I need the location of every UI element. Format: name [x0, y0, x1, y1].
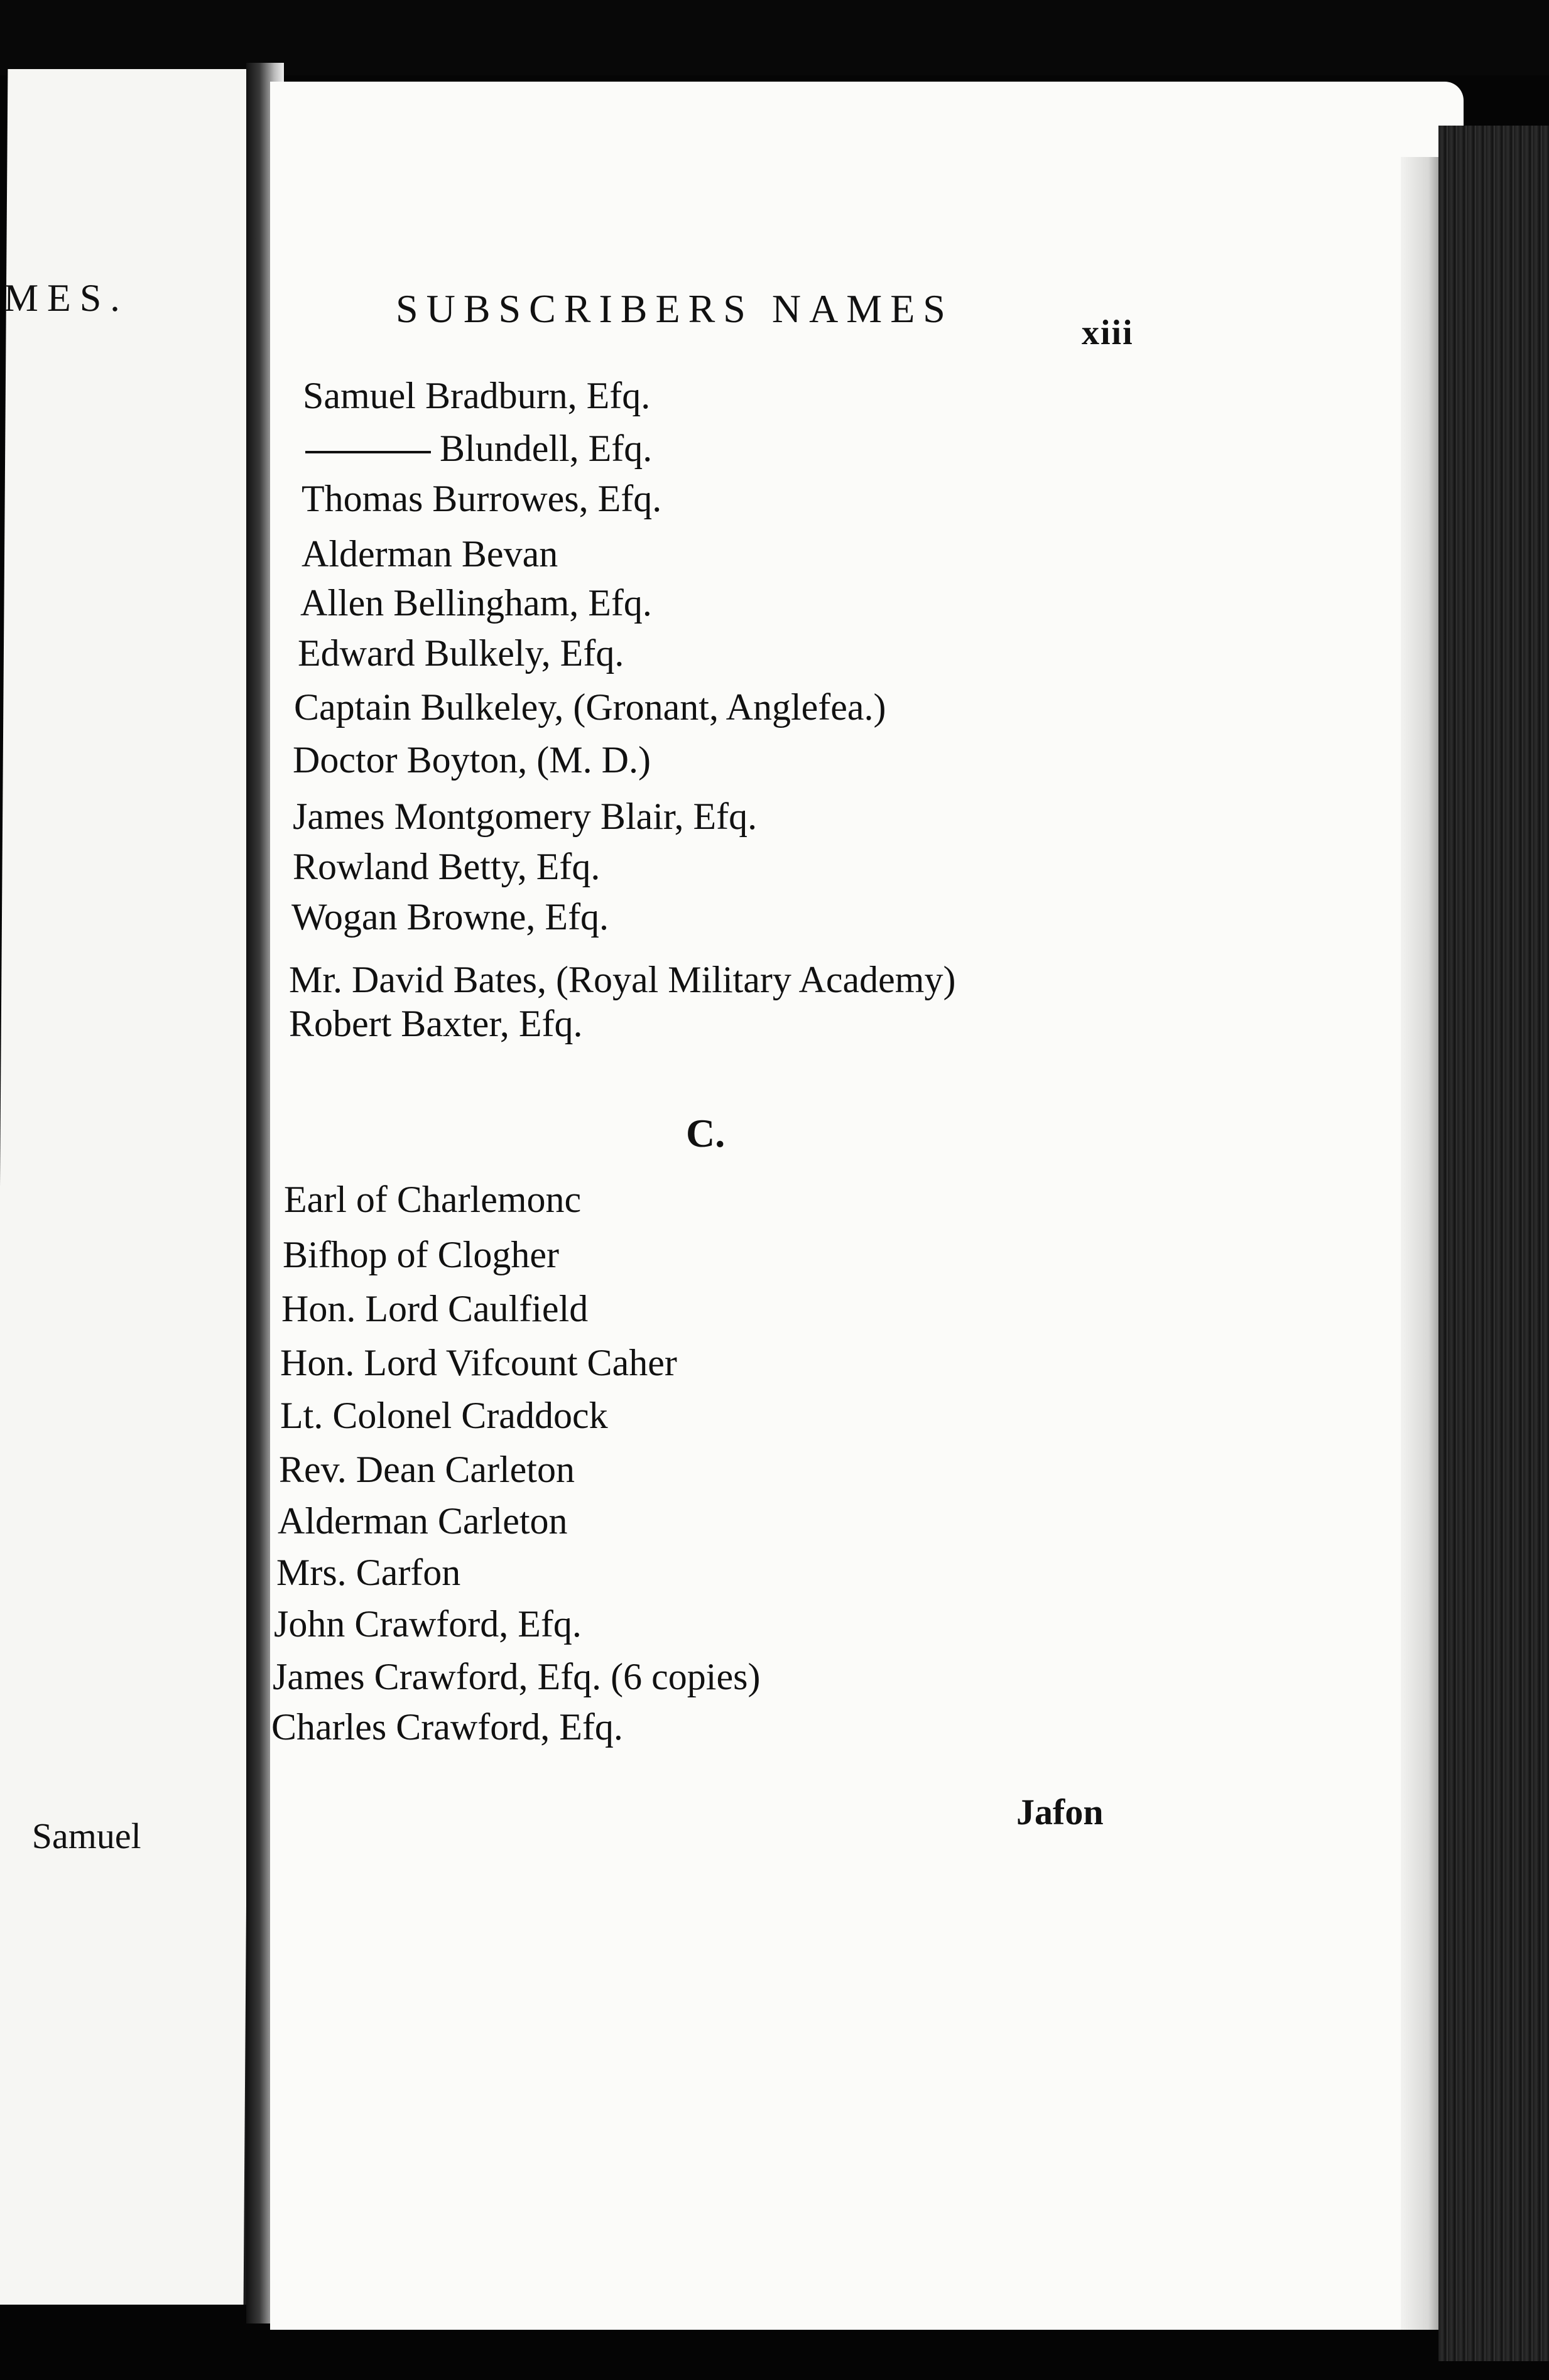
subscriber-entry: Doctor Boyton, (M. D.) [293, 739, 651, 781]
subscriber-entry: Rev. Dean Carleton [279, 1449, 575, 1490]
subscriber-entry: Alderman Carleton [278, 1500, 568, 1542]
subscriber-entry: Robert Baxter, Efq. [289, 1003, 583, 1044]
subscriber-entry: Alderman Bevan [302, 533, 558, 575]
subscriber-entry: Mrs. Carfon [276, 1552, 461, 1593]
section-heading-c: C. [686, 1111, 726, 1155]
catchword: Jafon [1016, 1792, 1104, 1832]
subscriber-entry: Mr. David Bates, (Royal Military Academy) [289, 959, 956, 1000]
subscriber-entry: Rowland Betty, Efq. [293, 846, 601, 887]
fore-edge-page-stack [1438, 126, 1549, 2361]
top-shadow [0, 0, 1549, 75]
left-page-catchword: Samuel [31, 1815, 141, 1856]
subscriber-entry: Edward Bulkely, Efq. [298, 632, 624, 674]
subscriber-entry: Thomas Burrowes, Efq. [302, 478, 662, 519]
subscriber-entry: Captain Bulkeley, (Gronant, Anglefea.) [294, 686, 886, 728]
subscriber-entry-ditto [305, 430, 652, 467]
left-facing-page [0, 69, 265, 2305]
page-number: xiii [1082, 313, 1134, 352]
subscriber-entry: Allen Bellingham, Efq. [300, 582, 652, 624]
subscriber-entry: Earl of Charlemonc [284, 1179, 582, 1220]
subscriber-entry: Samuel Bradburn, Efq. [303, 375, 651, 416]
running-title: SUBSCRIBERS NAMES [396, 286, 954, 331]
subscriber-entry: Charles Crawford, Efq. [271, 1706, 623, 1748]
subscriber-entry: Bifhop of Clogher [283, 1234, 559, 1275]
subscriber-entry: Wogan Browne, Efq. [291, 896, 609, 938]
subscriber-entry: James Crawford, Efq. (6 copies) [273, 1656, 761, 1697]
subscriber-entry: Hon. Lord Vifcount Caher [280, 1342, 677, 1383]
subscriber-entry: Lt. Colonel Craddock [280, 1395, 608, 1436]
left-page-header-fragment: MES. [3, 277, 129, 320]
subscriber-entry: James Montgomery Blair, Efq. [293, 796, 758, 837]
subscriber-entry: Hon. Lord Caulfield [281, 1288, 589, 1329]
subscriber-entry: Blundell, Efq. [440, 428, 653, 469]
subscriber-entry: John Crawford, Efq. [274, 1603, 582, 1645]
ditto-dash [305, 451, 431, 453]
